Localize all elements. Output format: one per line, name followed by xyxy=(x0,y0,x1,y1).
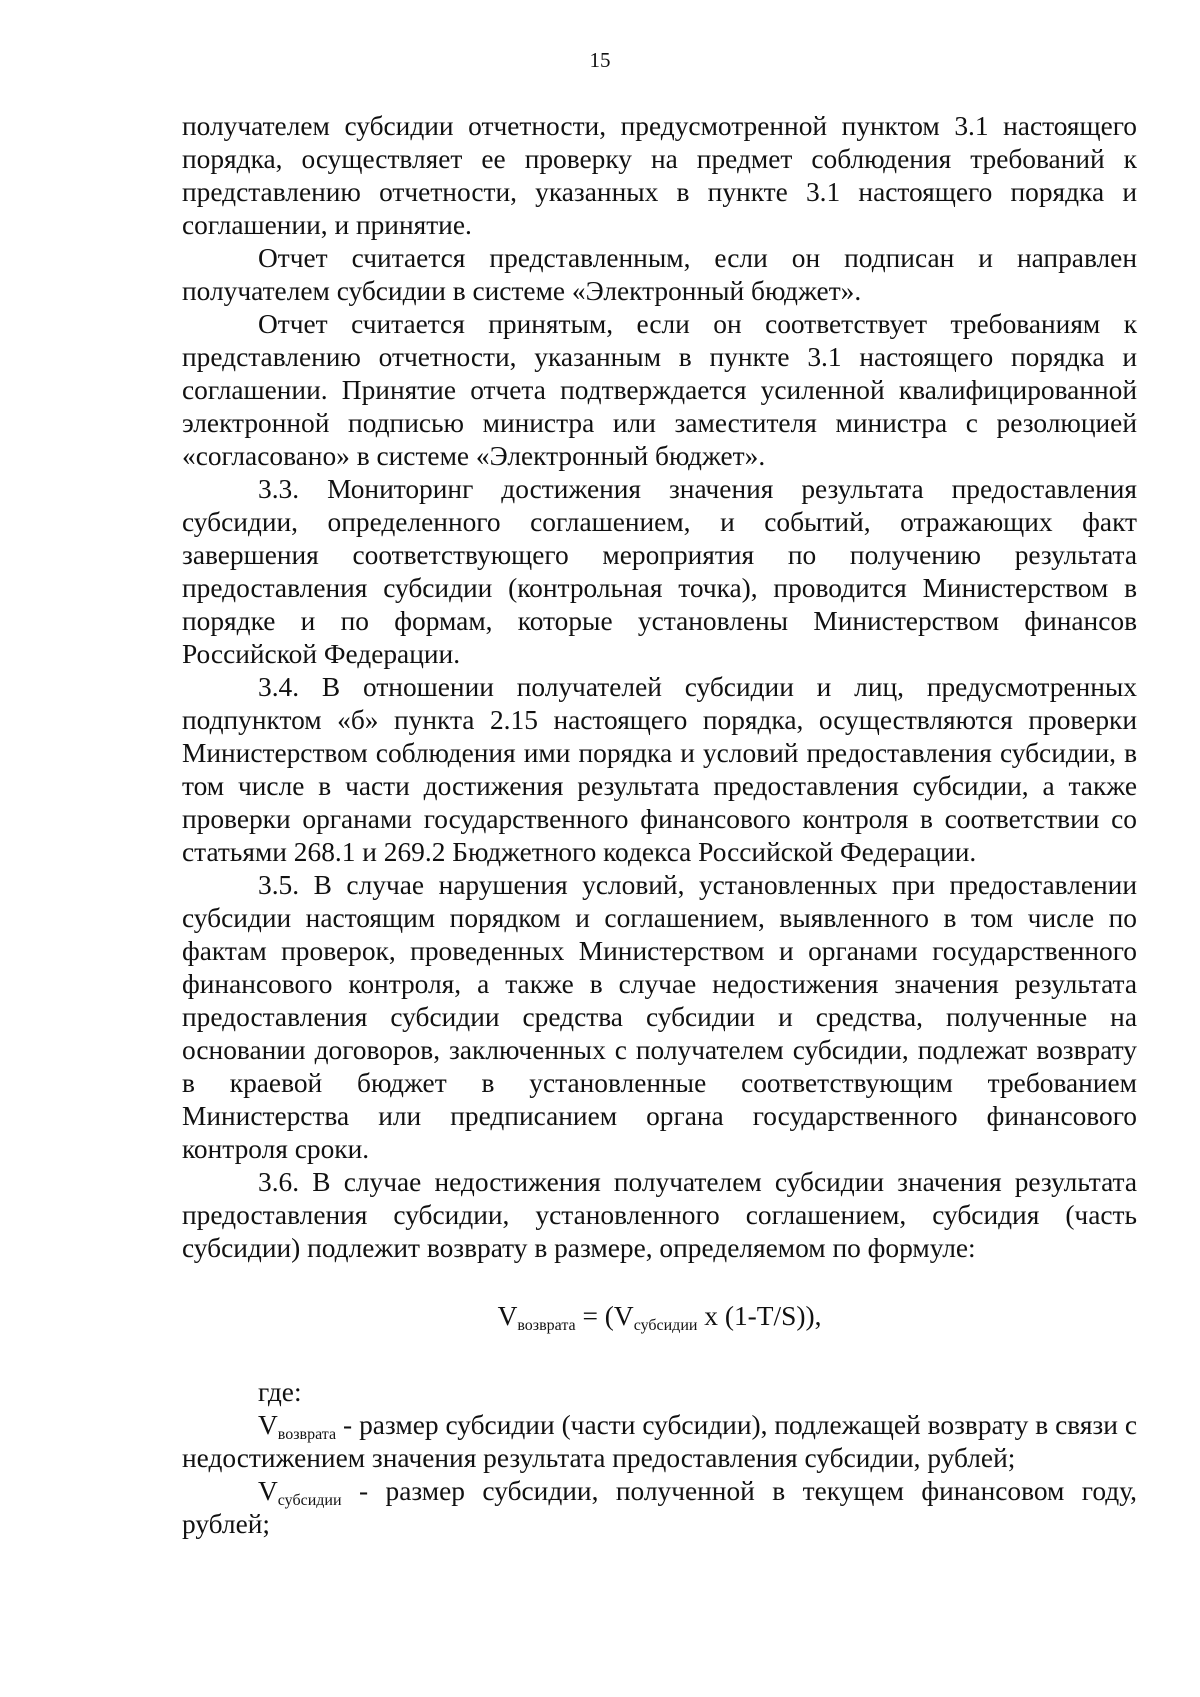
definition-symbol: V xyxy=(258,1410,278,1440)
formula-sub-subsidy: субсидии xyxy=(633,1317,698,1334)
definition-subscript: субсидии xyxy=(277,1492,342,1509)
formula-v: V xyxy=(497,1301,518,1331)
definition-symbol: V xyxy=(258,1476,278,1506)
page-number: 15 xyxy=(589,48,611,72)
paragraph-3-4: 3.4. В отношении получателей субсидии и лиц, предусмотренных подпунктом «б» пункта 2.15 настоящего порядка, осуществляются проверки Министерством соблюдения ими порядка и условий предоставления субсидии, в том числе в части достижения результата предоставления субсидии, а также проверки органами государственного финансового контроля в соответствии со статьями 268.1 и 269.2 Бюджетного кодекса Российской Федерации. xyxy=(182,672,1137,867)
definition-v-subsidy xyxy=(182,1475,1137,1541)
return-formula xyxy=(182,1300,1137,1333)
paragraph-report-submitted: Отчет считается представленным, если он подписан и направлен получателем субсидии в системе «Электронный бюджет». xyxy=(182,243,1137,306)
paragraph-3-6: 3.6. В случае недостижения получателем субсидии значения результата предоставления субсидии, установленного соглашением, субсидия (часть субсидии) подлежит возврату в размере, определяемом по формуле: xyxy=(182,1167,1137,1263)
paragraph-3-5: 3.5. В случае нарушения условий, установленных при предоставлении субсидии настоящим порядком и соглашением, выявленного в том числе по фактам проверок, проведенных Министерством и органами государственного финансового контроля, а также в случае недостижения значения результата предоставления субсидии средства субсидии и средства, полученные на основании договоров, заключенных с получателем субсидии, подлежат возврату в краевой бюджет в установленные соответствующим требованием Министерства или предписанием органа государственного финансового контроля сроки. xyxy=(182,870,1137,1164)
paragraph-continuation: получателем субсидии отчетности, предусмотренной пунктом 3.1 настоящего порядка, осуществляет ее проверку на предмет соблюдения требований к представлению отчетности, указанных в пункте 3.1 настоящего порядка и соглашении, и принятие. xyxy=(182,111,1137,240)
paragraph-3-3: 3.3. Мониторинг достижения значения результата предоставления субсидии, определенного соглашением, и событий, отражающих факт завершения соответствующего мероприятия по получению результата предоставления субсидии (контрольная точка), проводится Министерством в порядке и по формам, которые установлены Министерством финансов Российской Федерации. xyxy=(182,474,1137,669)
formula-middle: = (V xyxy=(575,1301,634,1331)
paragraph-report-accepted: Отчет считается принятым, если он соответствует требованиям к представлению отчетности, указанным в пункте 3.1 настоящего порядка и соглашении. Принятие отчета подтверждается усиленной квалифицированной электронной подписью министра или заместителя министра с резолюцией «согласовано» в системе «Электронный бюджет». xyxy=(182,309,1137,471)
definition-text: - размер субсидии, полученной в текущем финансовом году, рублей; xyxy=(182,1476,1137,1539)
formula-sub-return: возврата xyxy=(517,1317,576,1334)
definition-subscript: возврата xyxy=(277,1426,337,1443)
where-label: где: xyxy=(258,1377,302,1407)
formula-tail: x (1-T/S)), xyxy=(697,1301,822,1331)
document-body xyxy=(182,110,1137,1541)
definition-v-return xyxy=(182,1409,1137,1475)
definition-text: - размер субсидии (части субсидии), подлежащей возврату в связи с недостижением значения результата предоставления субсидии, рублей; xyxy=(182,1410,1137,1473)
